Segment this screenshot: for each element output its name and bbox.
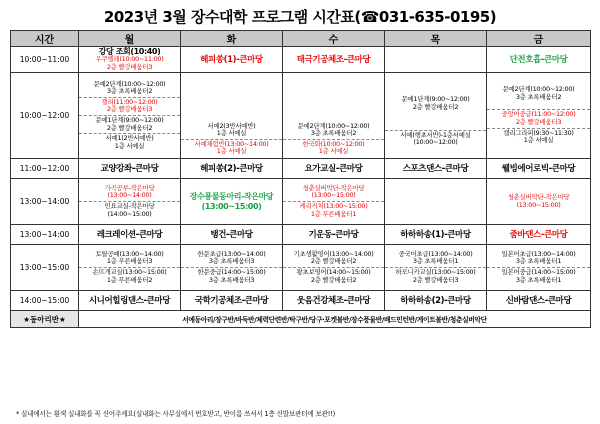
fri-cell: 줌바댄스-큰마당 <box>487 225 591 245</box>
tue-cell: 국학기공체조-큰마당 <box>181 291 283 311</box>
class-label: 기초생활영어(13:00~14:00) <box>293 249 374 258</box>
wed-cell: 기운동-큰마당 <box>283 225 385 245</box>
class-label: 캘리(11:00~12:00) <box>101 97 158 106</box>
room-label: 1층 푸른배움터3 <box>106 257 153 266</box>
room-label: 1층 푸른배움터1 <box>310 209 357 218</box>
class-label: 문예2단계(10:00~12:00) <box>297 121 370 130</box>
table-row <box>11 159 591 179</box>
table-row <box>11 291 591 311</box>
tue-cell <box>181 179 283 225</box>
header-thu: 목 <box>385 31 487 47</box>
room-label: 2층 빨강배움터3 <box>106 105 153 114</box>
class-label: 한국화(10:00~12:00) <box>302 139 365 148</box>
class-label: 서예체험반(13:00~14:00) <box>194 139 269 148</box>
time-label: (10:00~12:00) <box>413 138 458 147</box>
header-tue: 화 <box>181 31 283 47</box>
class-label: 토탈공예(13:00~14:00) <box>95 249 164 258</box>
thu-cell <box>385 47 487 73</box>
class-label: 캘리그라피(9:30~11:30) <box>503 128 574 137</box>
room-label: 2층 빨강배움터2 <box>106 123 153 132</box>
mon-cell <box>79 73 181 159</box>
room-label: 3층 초록배움터1 <box>515 275 562 284</box>
wed-cell: 태극기공체조-큰마당 <box>283 47 385 73</box>
wed-cell <box>283 73 385 159</box>
class-label: 서예1(2반서예반) <box>105 134 154 143</box>
table-row <box>11 225 591 245</box>
room-label: 1층 서예실 <box>216 129 247 138</box>
table-row <box>11 245 591 291</box>
fri-cell: 신바람댄스-큰마당 <box>487 291 591 311</box>
mon-cell <box>79 179 181 225</box>
class-label: 문예2단계(10:00~12:00) <box>502 85 575 94</box>
time-cell: 10:00~12:00 <box>11 73 79 159</box>
wed-cell <box>283 245 385 291</box>
assembly-label: 강당 조회(10:40) <box>98 47 161 57</box>
room-label: 3층 초록배움터1 <box>412 257 459 266</box>
tue-cell <box>181 73 283 159</box>
class-label: 중국어초급(13:00~14:00) <box>398 249 473 258</box>
class-label: 청춘실버악단-작은마당 <box>302 183 365 192</box>
room-label: 2층 빨강배움터3 <box>515 118 562 126</box>
schedule-table <box>10 30 591 328</box>
class-label: 케리커처(13:00~15:00) <box>299 202 368 210</box>
class-label: 문예1단계(9:00~12:00) <box>401 95 470 104</box>
class-label: 장수풍물동아리-작은마당 <box>189 191 274 201</box>
thu-cell <box>385 73 487 159</box>
class-label: 한문중급(14:00~15:00) <box>197 268 266 276</box>
mon-cell <box>79 245 181 291</box>
header-fri: 금 <box>487 31 591 47</box>
class-label: 중앙어중급(11:00~12:00) <box>501 110 576 119</box>
tue-cell <box>181 245 283 291</box>
room-label: 2층 빨강배움터3 <box>106 63 153 71</box>
time-label: (14:00~15:00) <box>107 209 152 218</box>
room-label: 1층 서예실 <box>114 141 145 150</box>
mon-cell: 교양강좌-큰마당 <box>79 159 181 179</box>
time-cell: 13:00~15:00 <box>11 245 79 291</box>
class-label: 서예2(3반서예반) <box>207 121 256 130</box>
tue-cell: 탱건-큰마당 <box>181 225 283 245</box>
room-label: 1층 푸른배움터2 <box>106 275 153 284</box>
time-cell: 10:00~11:00 <box>11 47 79 73</box>
room-label: 3층 초록배움터1 <box>515 257 562 266</box>
header-time: 시간 <box>11 31 79 47</box>
club-label: ★동아리반★ <box>11 311 79 328</box>
class-label: 우쿠렐레(10:00~11:00) <box>95 55 164 64</box>
time-label: (13:00~15:00) <box>201 201 262 211</box>
thu-cell: 스포츠댄스-큰마당 <box>385 159 487 179</box>
page-title: 2023년 3월 장수대학 프로그램 시간표(☎031-635-0195) <box>103 8 497 26</box>
table-row <box>11 179 591 225</box>
room-label: 3층 초록배움터3 <box>208 275 255 284</box>
room-label: 2층 빨강배움터2 <box>412 102 459 111</box>
time-cell: 13:00~14:00 <box>11 225 79 245</box>
time-cell: 14:00~15:00 <box>11 291 79 311</box>
class-label: 가곡공부-작은마당 <box>104 183 155 192</box>
class-label: 일본어초급(13:00~14:00) <box>501 249 576 258</box>
club-row <box>11 311 591 328</box>
thu-cell: 하하하송(1)-큰마당 <box>385 225 487 245</box>
footer-note: * 실내에서는 흰색 실내화를 꼭 신어주세요(실내화는 사무실에서 번호받고, 반이름 쓰셔서 1층 신발보관터에 보관!!) <box>16 410 335 418</box>
club-list: 서예동아리/장구반/바둑반/체력단련반/탁구반/당구·포켓볼반/장수풍물반/배드민턴반/게이트볼반/청춘실버악단 <box>79 311 591 328</box>
mon-cell: 시니어힐링댄스-큰마당 <box>79 291 181 311</box>
thu-cell <box>385 179 487 225</box>
time-label: (13:00~15:00) <box>311 191 356 200</box>
room-label: 1층 서예실 <box>523 136 554 145</box>
class-label: 손뜨개교실(13:00~15:00) <box>92 268 167 276</box>
class-label: 하모니카교실(13:00~15:00) <box>395 268 476 276</box>
class-label: 일본어중급(14:00~15:00) <box>501 268 576 276</box>
room-label: 2층 빨강배움터2 <box>310 275 357 284</box>
wed-cell: 요가교실-큰마당 <box>283 159 385 179</box>
mon-cell <box>79 47 181 73</box>
time-cell: 13:00~14:00 <box>11 179 79 225</box>
header-wed: 수 <box>283 31 385 47</box>
room-label: 1층 서예실 <box>216 147 247 156</box>
room-label: 3층 초록배움터2 <box>515 92 562 101</box>
room-label: 3층 초록배움터2 <box>310 129 357 138</box>
class-label: 서예(행초서반)-1층서예실 <box>400 130 471 139</box>
fri-cell <box>487 245 591 291</box>
thu-cell <box>385 245 487 291</box>
tue-cell: 헤피쏭(1)-큰마당 <box>181 47 283 73</box>
time-label: (13:00~14:00) <box>107 191 152 200</box>
table-row <box>11 47 591 73</box>
room-label: 3층 초록배움터2 <box>106 87 153 96</box>
header-row <box>11 31 591 47</box>
class-label: 문예1단계(9:00~12:00) <box>95 116 164 124</box>
class-label: 왕초보영어(14:00~15:00) <box>296 268 371 276</box>
time-label: (13:00~15:00) <box>516 200 561 209</box>
class-label: 문예2단계(10:00~12:00) <box>93 79 166 88</box>
wed-cell <box>283 179 385 225</box>
tue-cell: 헤피쏭(2)-큰마당 <box>181 159 283 179</box>
table-row <box>11 73 591 159</box>
thu-cell: 하하하송(2)-큰마당 <box>385 291 487 311</box>
fri-cell <box>487 179 591 225</box>
class-label: 민요교실-작은마당 <box>104 202 155 210</box>
fri-cell: 단전호흡-큰마당 <box>487 47 591 73</box>
wed-cell: 웃음건강체조-큰마당 <box>283 291 385 311</box>
mon-cell: 레크레이션-큰마당 <box>79 225 181 245</box>
room-label: 1층 서예실 <box>318 147 349 156</box>
room-label: 3층 초록배움터3 <box>208 257 255 266</box>
fri-cell: 웰빙에어로빅-큰마당 <box>487 159 591 179</box>
class-label: 한문초급(13:00~14:00) <box>197 249 266 258</box>
header-mon: 월 <box>79 31 181 47</box>
class-label: 청춘실버악단-작은마당 <box>507 192 570 201</box>
room-label: 2층 빨강배움터2 <box>310 257 357 266</box>
fri-cell <box>487 73 591 159</box>
time-cell: 11:00~12:00 <box>11 159 79 179</box>
room-label: 2층 빨강배움터3 <box>412 275 459 284</box>
